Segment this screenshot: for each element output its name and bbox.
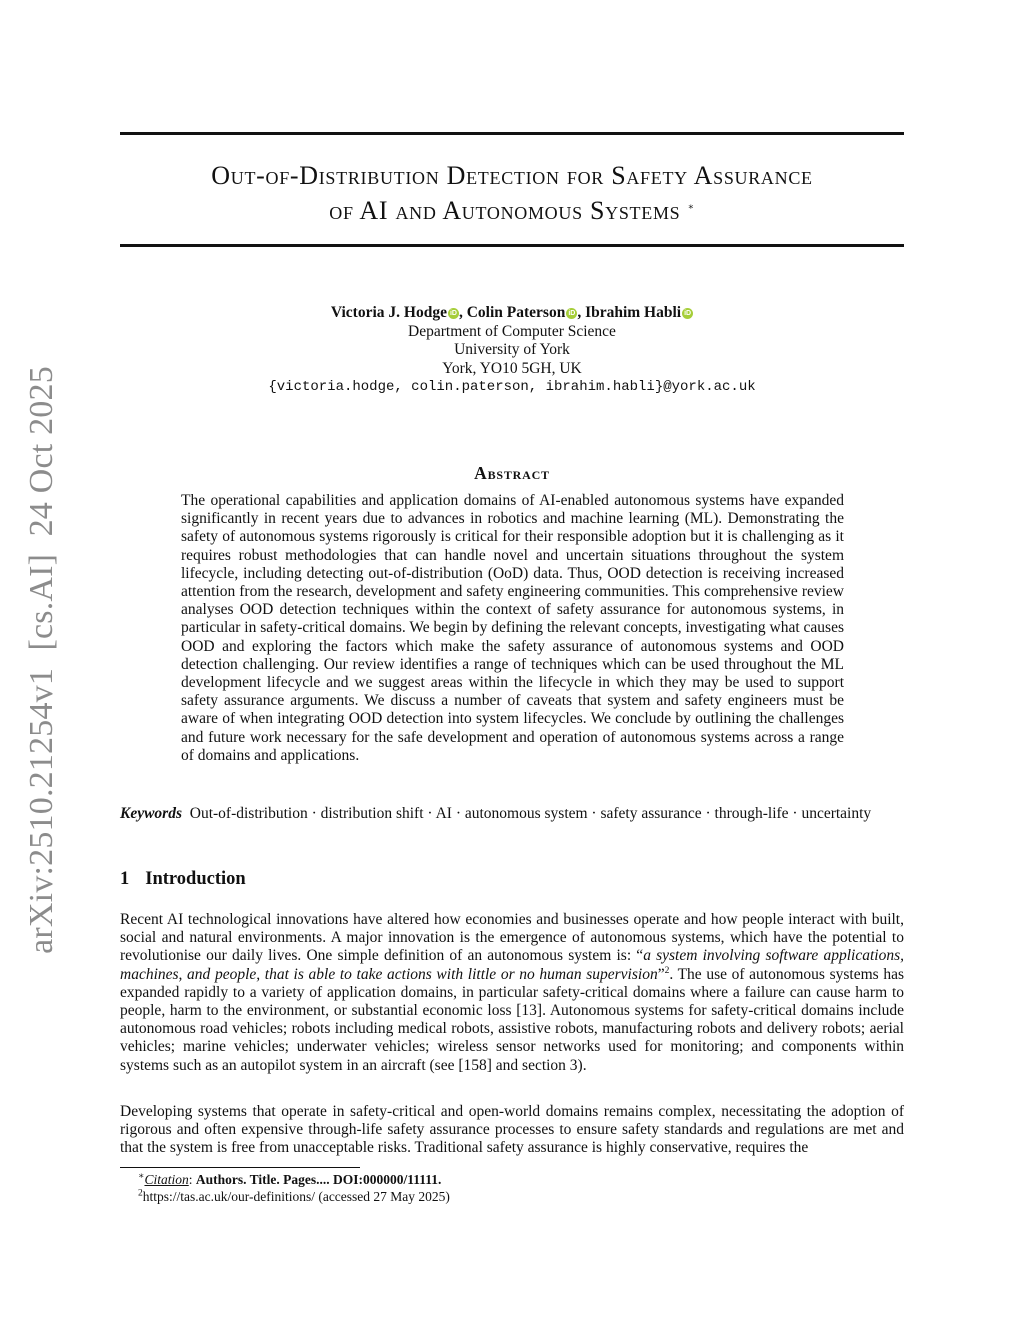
footnotes xyxy=(138,1171,450,1205)
section-heading xyxy=(120,869,246,890)
section-number: 1 xyxy=(120,869,130,889)
p1-quote: a system involving software applications, machines, and people, that is able to take actions with little or no human supervision xyxy=(120,947,904,983)
title-bottom-rule xyxy=(120,244,904,247)
orcid-icon[interactable]: iD xyxy=(684,310,692,317)
author-department: Department of Computer Science xyxy=(408,322,616,340)
title-line-2 xyxy=(120,193,904,228)
author-email[interactable]: {victoria.hodge, colin.paterson, ibrahim.habli}@york.ac.uk xyxy=(268,379,756,395)
p1-after: . The use of autonomous systems has expanded rapidly to a variety of application domains, in particular safety-critical domains where a failure can cause harm to people, harm to the environment, or substantial economic loss [13]. Autonomous systems for safety-critical domains include autonomous road vehicles; robots including medical robots, assistive robots, manufacturing robots and delivery robots; aerial vehicles; marine vehicles; underwater vehicles; wireless sensor networks used for monitoring; and components within systems such as an autopilot system in an aircraft (see [158] and section 3). xyxy=(120,965,904,1074)
abstract-text: The operational capabilities and application domains of AI-enabled autonomous systems have expanded significantly in recent years due to advances in robotics and machine learning (ML). Demonstrating the safety of autonomous systems rigorously is critical for their responsible adoption but it is challenging as it requires robust methodologies that can handle novel and uncertain situations throughout the system lifecycle, including detecting out-of-distribution (OoD) data. Thus, OOD detection is receiving increased attention from the research, development and safety engineering communities. This comprehensive review analyses OOD detection techniques within the context of safety assurance for autonomous systems, in particular in safety-critical domains. We begin by defining the relevant concepts, investigating what causes OOD and exploring the factors which make the safety assurance of autonomous systems and OOD detection challenging. Our review identifies a range of techniques which can be used throughout the ML development lifecycle and we suggest areas within the lifecycle in which they may be used to support safety assurance arguments. We discuss a number of caveats that system and safety engineers must be aware of when integrating OOD detection into system lifecycles. We conclude by outlining the challenges and future work necessary for the safe development and operation of autonomous systems across a range of domains and applications. xyxy=(181,492,844,764)
keywords xyxy=(120,805,904,823)
footnote-2 xyxy=(138,1188,450,1205)
author-name: Ibrahim Habli xyxy=(585,304,682,321)
arxiv-id: arXiv:2510.21254v1 [cs.AI] 24 Oct 2025 xyxy=(23,366,61,954)
citation-sep: : xyxy=(188,1172,196,1187)
abstract-heading: Abstract xyxy=(474,463,550,483)
arxiv-side-stamp xyxy=(4,366,80,954)
title-line-2-text: of AI and Autonomous Systems xyxy=(329,196,681,225)
section-title: Introduction xyxy=(145,869,246,889)
author-names xyxy=(120,304,904,323)
footnote-mark: ∗ xyxy=(138,1171,145,1182)
footnote-rule xyxy=(120,1167,360,1168)
footnote-2-url[interactable]: https://tas.ac.uk/our-definitions/ (accessed 27 May 2025) xyxy=(142,1189,450,1204)
footnote-citation xyxy=(138,1171,450,1188)
title-line-1: Out-of-Distribution Detection for Safety Assurance xyxy=(211,161,813,190)
paper-title xyxy=(120,158,904,228)
keywords-text: Out-of-distribution · distribution shift · AI · autonomous system · safety assurance · through-life · uncertainty xyxy=(189,805,872,822)
author-name: Victoria J. Hodge xyxy=(330,304,447,321)
author-name: Colin Paterson xyxy=(466,304,566,321)
author-address: York, YO10 5GH, UK xyxy=(442,359,582,377)
author-separator: , xyxy=(458,304,467,321)
p1-quote-close: ” xyxy=(657,965,665,983)
author-university: University of York xyxy=(454,341,570,358)
citation-label[interactable]: Citation xyxy=(144,1172,189,1187)
intro-paragraph-2: Developing systems that operate in safety-critical and open-world domains remains complex, necessitating the adoption of rigorous and often expensive through-life safety assurance processes to ensure safety standards and regulations are met and that the system is free from unacceptable risks. Traditional safety assurance is highly conservative, requires the xyxy=(120,1103,904,1157)
p1-before: Recent AI technological innovations have altered how economies and businesses operate and how people interact with built, social and natural environments. A major innovation is the emergence of autonomous systems, which have the potential to revolutionise our daily lives. One simple definition of an autonomous system is: “ xyxy=(120,911,904,965)
keywords-label: Keywords xyxy=(120,805,182,822)
orcid-icon[interactable]: iD xyxy=(568,310,576,317)
title-footnote-mark: ∗ xyxy=(687,202,695,213)
footnote-ref[interactable]: 2 xyxy=(664,965,670,976)
intro-paragraph-1 xyxy=(120,911,904,1075)
author-separator: , xyxy=(577,304,586,321)
footnote-mark: 2 xyxy=(138,1188,143,1199)
orcid-icon[interactable]: iD xyxy=(449,310,457,317)
citation-text: Authors. Title. Pages.... DOI:000000/11111. xyxy=(195,1172,442,1187)
author-block xyxy=(120,304,904,397)
title-top-rule xyxy=(120,132,904,135)
